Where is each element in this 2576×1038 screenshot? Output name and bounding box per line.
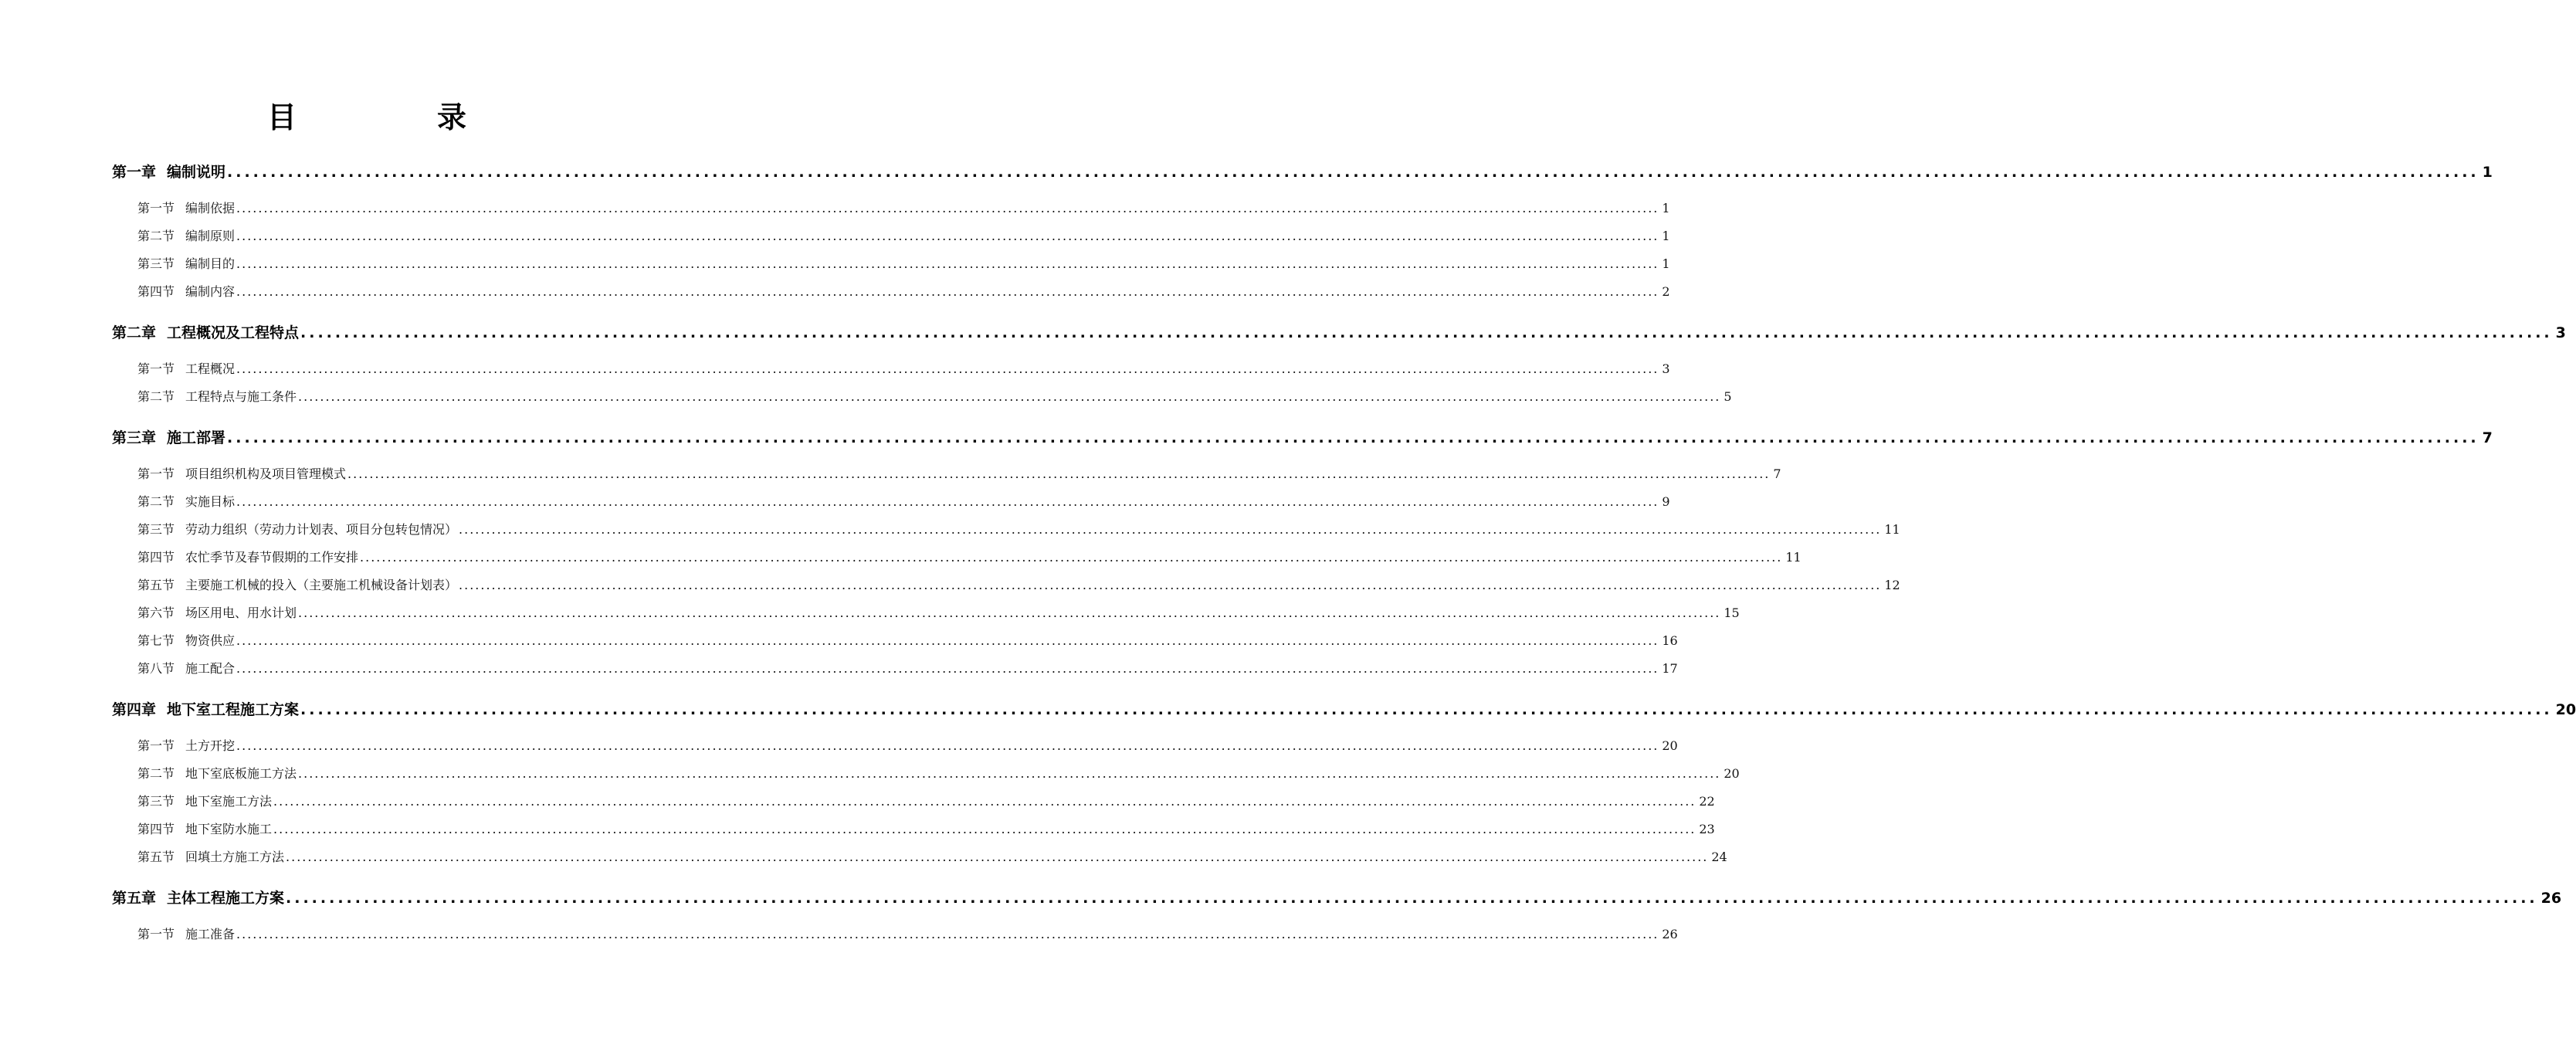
toc-section-entry[interactable] (112, 843, 1727, 871)
toc-section-entry[interactable] (112, 599, 1740, 627)
section-number: 第三节 (137, 522, 175, 537)
dot-leader: .................................................................................................................................................................................................................................................................... (227, 164, 2479, 181)
page-title: 目 录 (266, 100, 522, 134)
section-title: 编制目的 (185, 256, 236, 271)
page-number: 26 (1662, 927, 1678, 941)
toc-entry-label (112, 692, 299, 728)
toc-entry-label (137, 355, 235, 383)
chapter-number: 第二章 (112, 324, 157, 341)
toc-entry-label (137, 788, 272, 816)
toc-section-entry[interactable] (112, 488, 1670, 516)
toc-entry-label (137, 627, 235, 655)
toc-section-entry[interactable] (112, 460, 1781, 488)
page-number: 17 (1662, 661, 1678, 676)
toc-entry-label (137, 655, 235, 683)
toc-entry-label (112, 880, 284, 916)
chapter-title: 工程概况及工程特点 (167, 324, 300, 341)
chapter-number: 第一章 (112, 164, 157, 181)
section-number: 第二节 (137, 389, 175, 404)
page-number: 20 (2555, 701, 2576, 718)
page-number: 1 (1662, 256, 1670, 271)
section-number: 第一节 (137, 738, 175, 753)
dot-leader: .................................................................................................................................................................................................................................................................... (236, 738, 1659, 753)
table-of-contents (112, 154, 2576, 948)
page-number: 26 (2540, 890, 2562, 907)
toc-chapter-entry[interactable] (112, 692, 2576, 728)
dot-leader: .................................................................................................................................................................................................................................................................... (236, 201, 1659, 215)
section-number: 第四节 (137, 550, 175, 565)
toc-entry-label (137, 488, 235, 516)
toc-entry-label (137, 760, 297, 788)
section-title: 编制原则 (185, 229, 236, 243)
dot-leader: .................................................................................................................................................................................................................................................................... (236, 256, 1659, 271)
toc-section-entry[interactable] (112, 250, 1670, 278)
toc-section-entry[interactable] (112, 222, 1670, 250)
page-number: 11 (1785, 550, 1802, 565)
page-number: 20 (1662, 738, 1678, 753)
dot-leader: .................................................................................................................................................................................................................................................................... (298, 766, 1721, 781)
toc-entry-label (137, 843, 284, 871)
chapter-number: 第五章 (112, 890, 157, 907)
toc-section-entry[interactable] (112, 195, 1670, 222)
section-title: 工程特点与施工条件 (185, 389, 297, 404)
page-number: 1 (1662, 229, 1670, 243)
toc-section-entry[interactable] (112, 516, 1900, 544)
section-number: 第三节 (137, 794, 175, 809)
toc-entry-label (112, 315, 299, 351)
section-number: 第一节 (137, 466, 175, 481)
section-number: 第二节 (137, 494, 175, 509)
dot-leader: .................................................................................................................................................................................................................................................................... (236, 229, 1659, 243)
section-number: 第二节 (137, 766, 175, 781)
toc-section-entry[interactable] (112, 655, 1678, 683)
page-number: 22 (1699, 794, 1715, 809)
toc-section-entry[interactable] (112, 544, 1802, 572)
section-title: 施工配合 (185, 661, 236, 676)
section-number: 第一节 (137, 201, 175, 215)
toc-entry-label (137, 599, 297, 627)
toc-chapter-entry[interactable] (112, 315, 2566, 351)
section-title: 地下室施工方法 (185, 794, 273, 809)
dot-leader: .................................................................................................................................................................................................................................................................... (236, 661, 1659, 676)
toc-entry-label (137, 921, 235, 948)
toc-chapter-entry[interactable] (112, 880, 2562, 916)
section-number: 第六节 (137, 606, 175, 620)
dot-leader: .................................................................................................................................................................................................................................................................... (459, 522, 1882, 537)
chapter-title: 主体工程施工方案 (167, 890, 285, 907)
dot-leader: .................................................................................................................................................................................................................................................................... (273, 794, 1696, 809)
chapter-number: 第三章 (112, 429, 157, 446)
section-title: 农忙季节及春节假期的工作安排 (185, 550, 359, 565)
section-title: 项目组织机构及项目管理模式 (185, 466, 347, 481)
chapter-title: 地下室工程施工方案 (167, 701, 300, 718)
page-number: 15 (1724, 606, 1740, 620)
page-number: 1 (1662, 201, 1670, 215)
toc-entry-label (137, 222, 235, 250)
toc-section-entry[interactable] (112, 788, 1715, 816)
page-number: 12 (1884, 578, 1900, 592)
section-title: 编制内容 (185, 284, 236, 299)
chapter-number: 第四章 (112, 701, 157, 718)
dot-leader: .................................................................................................................................................................................................................................................................... (236, 284, 1659, 299)
chapter-title: 编制说明 (167, 164, 226, 181)
dot-leader: .................................................................................................................................................................................................................................................................... (300, 701, 2553, 718)
section-number: 第五节 (137, 850, 175, 864)
toc-entry-label (137, 544, 358, 572)
section-number: 第四节 (137, 284, 175, 299)
section-title: 场区用电、用水计划 (185, 606, 297, 620)
section-title: 物资供应 (185, 633, 236, 648)
section-title: 主要施工机械的投入（主要施工机械设备计划表） (185, 578, 458, 592)
page-number: 23 (1699, 822, 1715, 836)
section-number: 第一节 (137, 927, 175, 941)
toc-chapter-entry[interactable] (112, 420, 2493, 456)
dot-leader: .................................................................................................................................................................................................................................................................... (236, 927, 1659, 941)
section-number: 第三节 (137, 256, 175, 271)
section-title: 工程概况 (185, 361, 236, 376)
toc-section-entry[interactable] (112, 383, 1732, 411)
page-number: 1 (2482, 164, 2493, 181)
dot-leader: .................................................................................................................................................................................................................................................................... (360, 550, 1783, 565)
page-number: 3 (2555, 324, 2566, 341)
toc-entry-label (137, 816, 272, 843)
section-number: 第五节 (137, 578, 175, 592)
dot-leader: .................................................................................................................................................................................................................................................................... (300, 324, 2553, 341)
section-title: 实施目标 (185, 494, 236, 509)
toc-entry-label (137, 572, 457, 599)
dot-leader: .................................................................................................................................................................................................................................................................... (347, 466, 1771, 481)
page-number: 3 (1662, 361, 1670, 376)
toc-entry-label (137, 732, 235, 760)
toc-entry-label (112, 154, 225, 190)
dot-leader: .................................................................................................................................................................................................................................................................... (227, 429, 2479, 446)
toc-section-entry[interactable] (112, 732, 1678, 760)
toc-section-entry[interactable] (112, 816, 1715, 843)
section-title: 施工准备 (185, 927, 236, 941)
dot-leader: .................................................................................................................................................................................................................................................................... (459, 578, 1882, 592)
section-title: 土方开挖 (185, 738, 236, 753)
page-number: 11 (1884, 522, 1900, 537)
dot-leader: .................................................................................................................................................................................................................................................................... (286, 850, 1709, 864)
dot-leader: .................................................................................................................................................................................................................................................................... (298, 389, 1721, 404)
section-number: 第四节 (137, 822, 175, 836)
toc-chapter-entry[interactable] (112, 154, 2493, 190)
toc-section-entry[interactable] (112, 627, 1678, 655)
dot-leader: .................................................................................................................................................................................................................................................................... (286, 890, 2538, 907)
dot-leader: .................................................................................................................................................................................................................................................................... (236, 361, 1659, 376)
toc-entry-label (137, 516, 457, 544)
page-number: 9 (1662, 494, 1670, 509)
section-title: 地下室防水施工 (185, 822, 273, 836)
toc-entry-label (112, 420, 225, 456)
section-number: 第一节 (137, 361, 175, 376)
page-number: 7 (1773, 466, 1781, 481)
section-number: 第八节 (137, 661, 175, 676)
section-title: 编制依据 (185, 201, 236, 215)
section-title: 回填土方施工方法 (185, 850, 285, 864)
toc-section-entry[interactable] (112, 355, 1670, 383)
page-number: 16 (1662, 633, 1678, 648)
toc-section-entry[interactable] (112, 921, 1678, 948)
section-number: 第二节 (137, 229, 175, 243)
page-number: 2 (1662, 284, 1670, 299)
toc-entry-label (137, 460, 346, 488)
toc-entry-label (137, 278, 235, 306)
page-number: 24 (1711, 850, 1727, 864)
chapter-title: 施工部署 (167, 429, 226, 446)
dot-leader: .................................................................................................................................................................................................................................................................... (236, 633, 1659, 648)
dot-leader: .................................................................................................................................................................................................................................................................... (298, 606, 1721, 620)
toc-entry-label (137, 195, 235, 222)
toc-section-entry[interactable] (112, 278, 1670, 306)
page-number: 7 (2482, 429, 2493, 446)
toc-section-entry[interactable] (112, 760, 1740, 788)
section-number: 第七节 (137, 633, 175, 648)
page-number: 20 (1724, 766, 1740, 781)
toc-section-entry[interactable] (112, 572, 1900, 599)
dot-leader: .................................................................................................................................................................................................................................................................... (273, 822, 1696, 836)
section-title: 地下室底板施工方法 (185, 766, 297, 781)
page-number: 5 (1724, 389, 1732, 404)
dot-leader: .................................................................................................................................................................................................................................................................... (236, 494, 1659, 509)
toc-entry-label (137, 250, 235, 278)
toc-entry-label (137, 383, 297, 411)
section-title: 劳动力组织（劳动力计划表、项目分包转包情况） (185, 522, 458, 537)
